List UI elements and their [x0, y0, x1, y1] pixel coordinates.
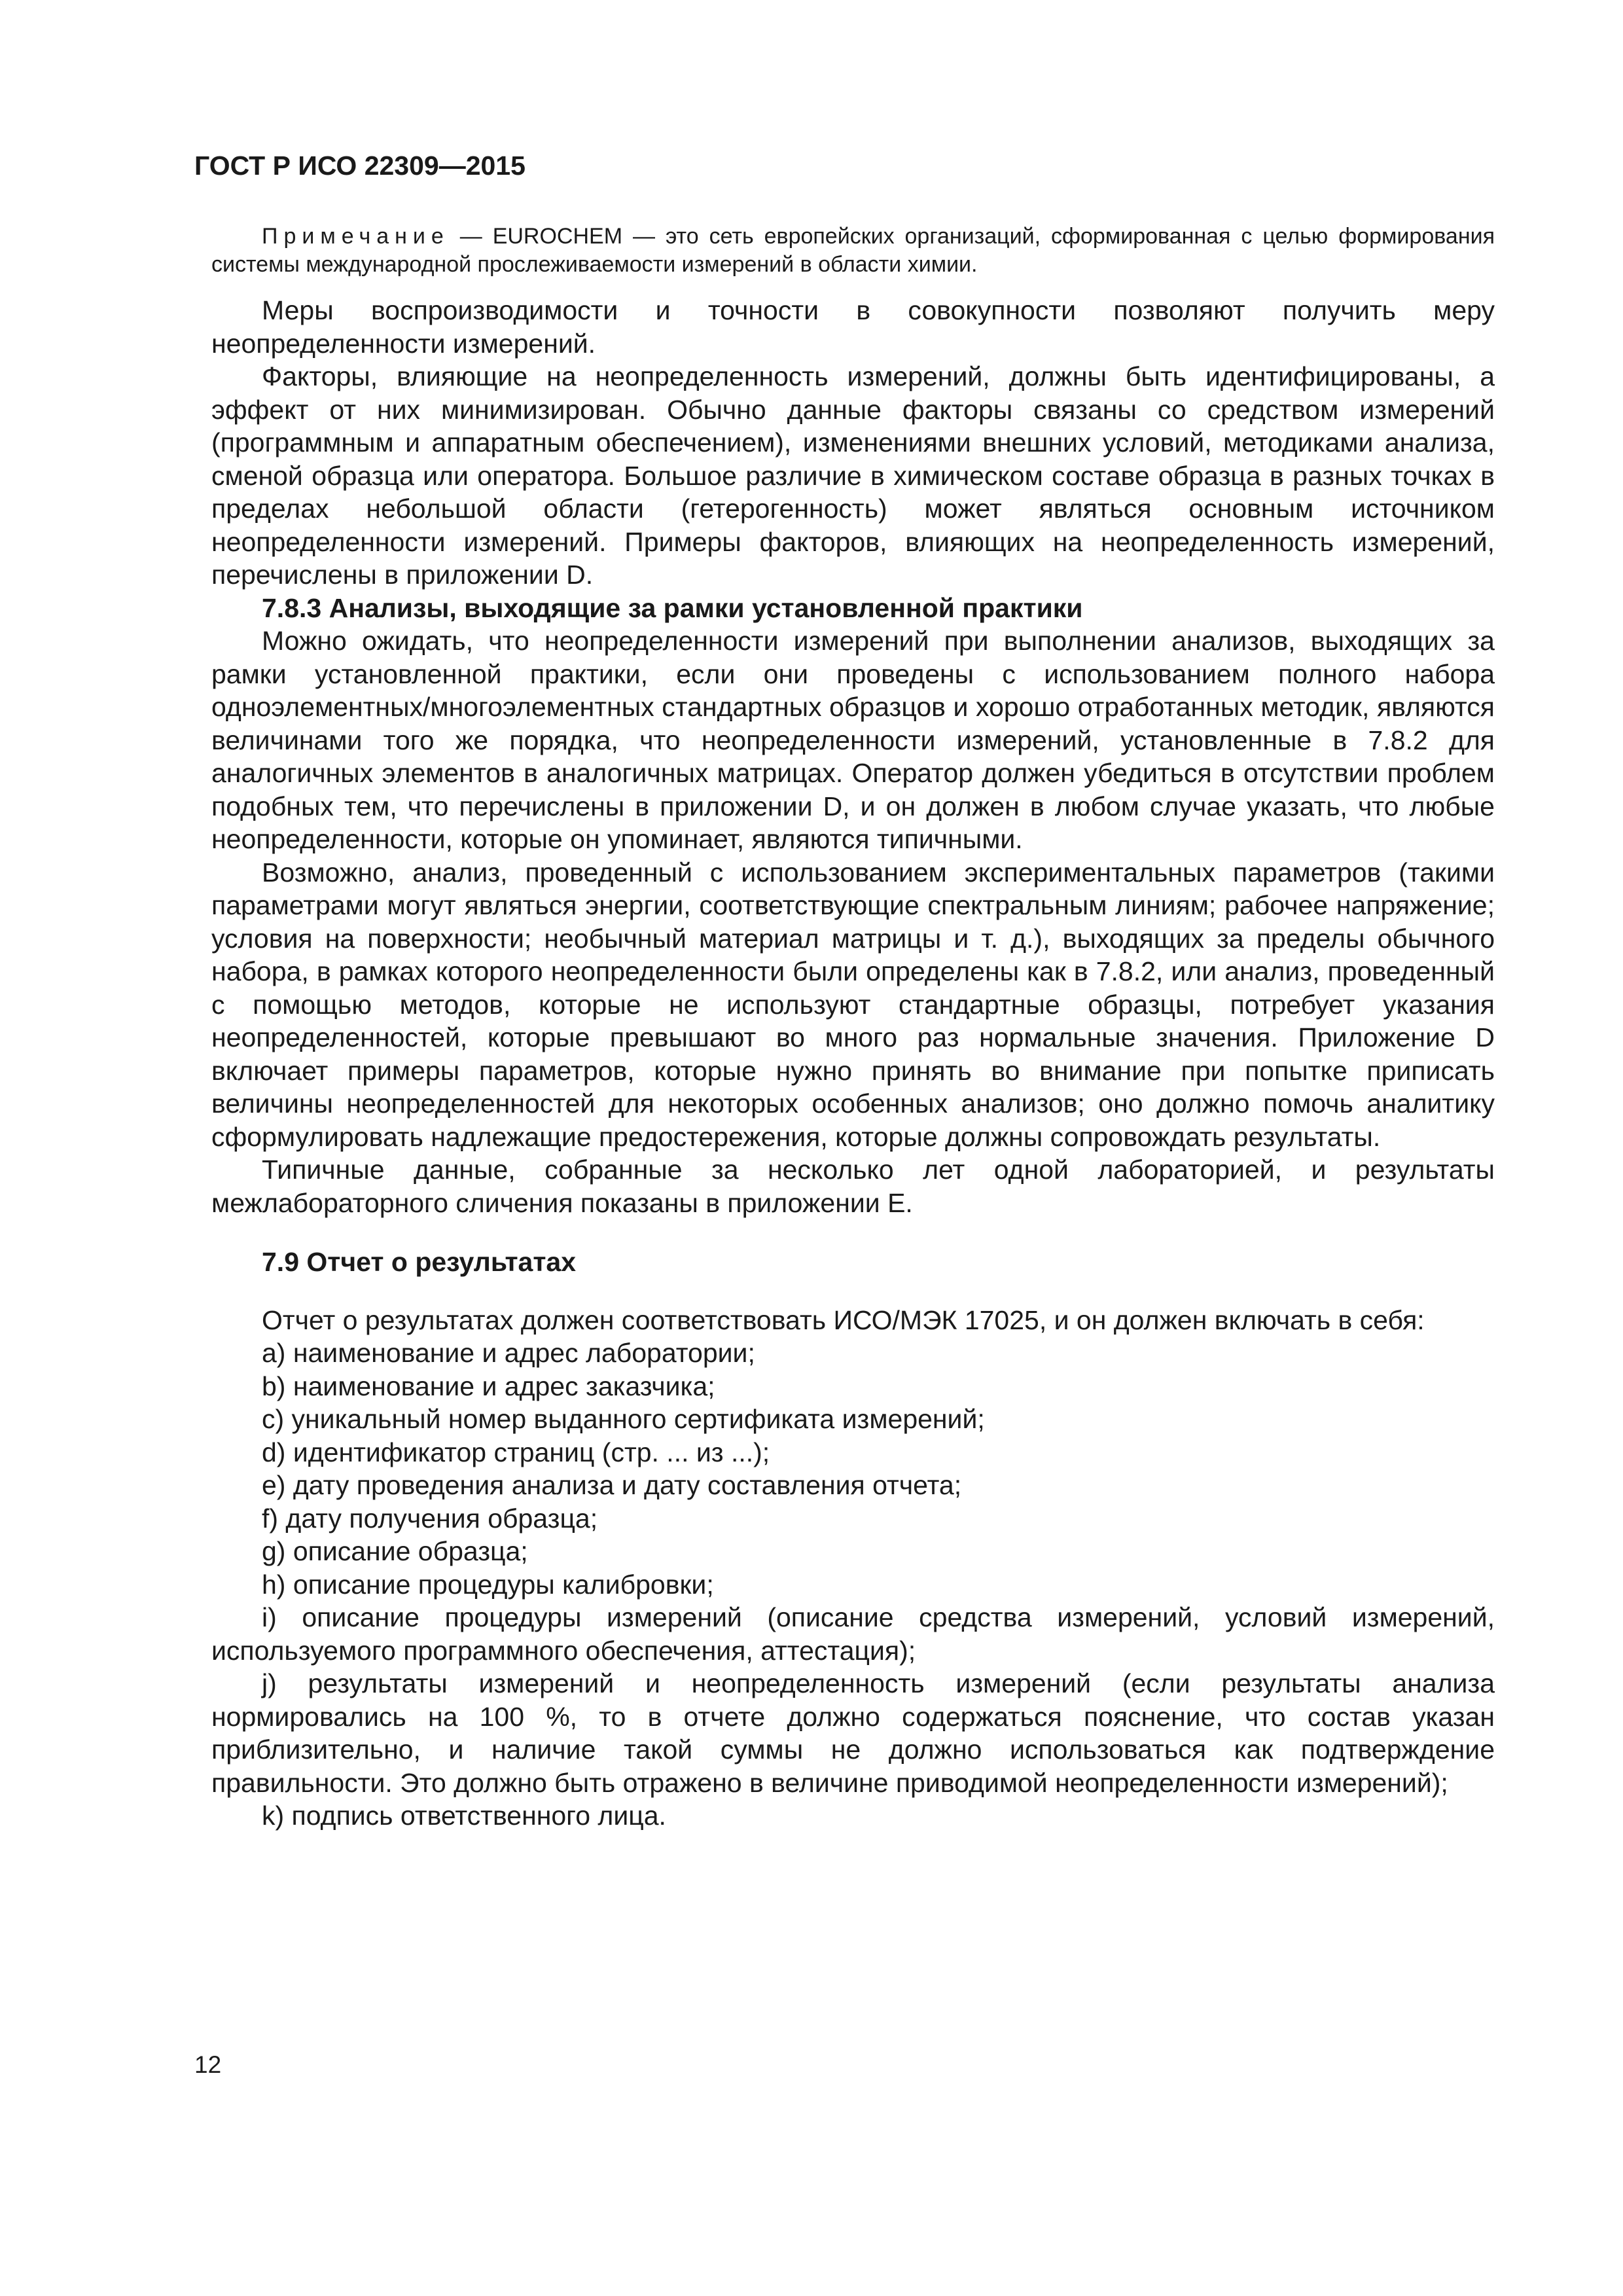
standard-code: ГОСТ Р ИСО 22309—2015 [194, 151, 526, 181]
body-paragraph: Факторы, влияющие на неопределенность измерений, должны быть идентифицированы, а эффект от них минимизирован. Обычно данные факторы связаны со средством измерений (программным и аппаратным обеспечением), изменениями внешних условий, методиками анализа, сменой образца или оператора. Большое различие в химическом составе образца в разных точках в пределах небольшой области (гетерогенность) может являться основным источником неопределенности измерений. Примеры факторов, влияющих на неопределенность измерений, перечислены в приложении D. [211, 361, 1495, 590]
list-item: b) наименование и адрес заказчика; [262, 1371, 715, 1401]
document-header [194, 149, 526, 182]
list-item: k) подпись ответственного лица. [262, 1801, 666, 1831]
note-text: — EUROCHEM — это сеть европейских организаций, сформированная с целью формирования системы международной прослеживаемости измерений в области химии. [211, 224, 1495, 277]
list-item: a) наименование и адрес лаборатории; [262, 1338, 755, 1368]
section-heading-7-9: 7.9 Отчет о результатах [262, 1247, 577, 1277]
list-item: g) описание образца; [262, 1536, 528, 1566]
list-item: d) идентификатор страниц (стр. ... из ...); [262, 1437, 770, 1467]
note-paragraph [211, 223, 1495, 278]
page-body [211, 223, 1495, 1833]
list-item: i) описание процедуры измерений (описание средства измерений, условий измерений, используемого программного обеспечения, аттестация); [211, 1602, 1495, 1666]
list-item: j) результаты измерений и неопределенность измерений (если результаты анализа нормировались на 100 %, то в отчете должно содержаться пояснение, что состав указан приблизительно, и наличие такой суммы не должно использоваться как подтверждение правильности. Это должно быть отражено в величине приводимой неопределенности измерений); [211, 1668, 1495, 1798]
body-paragraph: Типичные данные, собранные за несколько лет одной лабораторией, и результаты межлабораторного сличения показаны в приложении Е. [211, 1155, 1495, 1218]
body-paragraph: Возможно, анализ, проведенный с использованием экспериментальных параметров (такими параметрами могут являться энергии, соответствующие спектральным линиям; рабочее напряжение; условия на поверхности; необычный материал матрицы и т. д.), выходящих за пределы обычного набора, в рамках которого неопределенности были определены как в 7.8.2, или анализ, проведенный с помощью методов, которые не используют стандартные образцы, потребует указания неопределенностей, которые превышают во много раз нормальные значения. Приложение D включает примеры параметров, которые нужно принять во внимание при попытке приписать величины неопределенностей для некоторых особенных анализов; оно должно помочь аналитику сформулировать надлежащие предостережения, которые должны сопровождать результаты. [211, 857, 1495, 1152]
list-item: e) дату проведения анализа и дату составления отчета; [262, 1470, 962, 1500]
section-intro: Отчет о результатах должен соответствовать ИСО/МЭК 17025, и он должен включать в себя: [262, 1304, 1425, 1335]
list-item: f) дату получения образца; [262, 1503, 598, 1534]
note-label: Примечание [262, 224, 450, 249]
body-paragraph: Можно ожидать, что неопределенности измерений при выполнении анализов, выходящих за рамки установленной практики, если они проведены с использованием полного набора одноэлементных/многоэлементных стандартных образцов и хорошо отработанных методик, являются величинами того же порядка, что неопределенности измерений, установленные в 7.8.2 для аналогичных элементов в аналогичных матрицах. Оператор должен убедиться в отсутствии проблем подобных тем, что перечислены в приложении D, и он должен в любом случае указать, что любые неопределенности, которые он упоминает, являются типичными. [211, 626, 1495, 854]
list-item: h) описание процедуры калибровки; [262, 1569, 714, 1600]
body-paragraph: Меры воспроизводимости и точности в совокупности позволяют получить меру неопределенности измерений. [211, 295, 1495, 359]
list-item: c) уникальный номер выданного сертификата измерений; [262, 1404, 985, 1434]
page-number: 12 [194, 2051, 222, 2078]
subsection-heading-7-8-3: 7.8.3 Анализы, выходящие за рамки установленной практики [262, 592, 1083, 623]
